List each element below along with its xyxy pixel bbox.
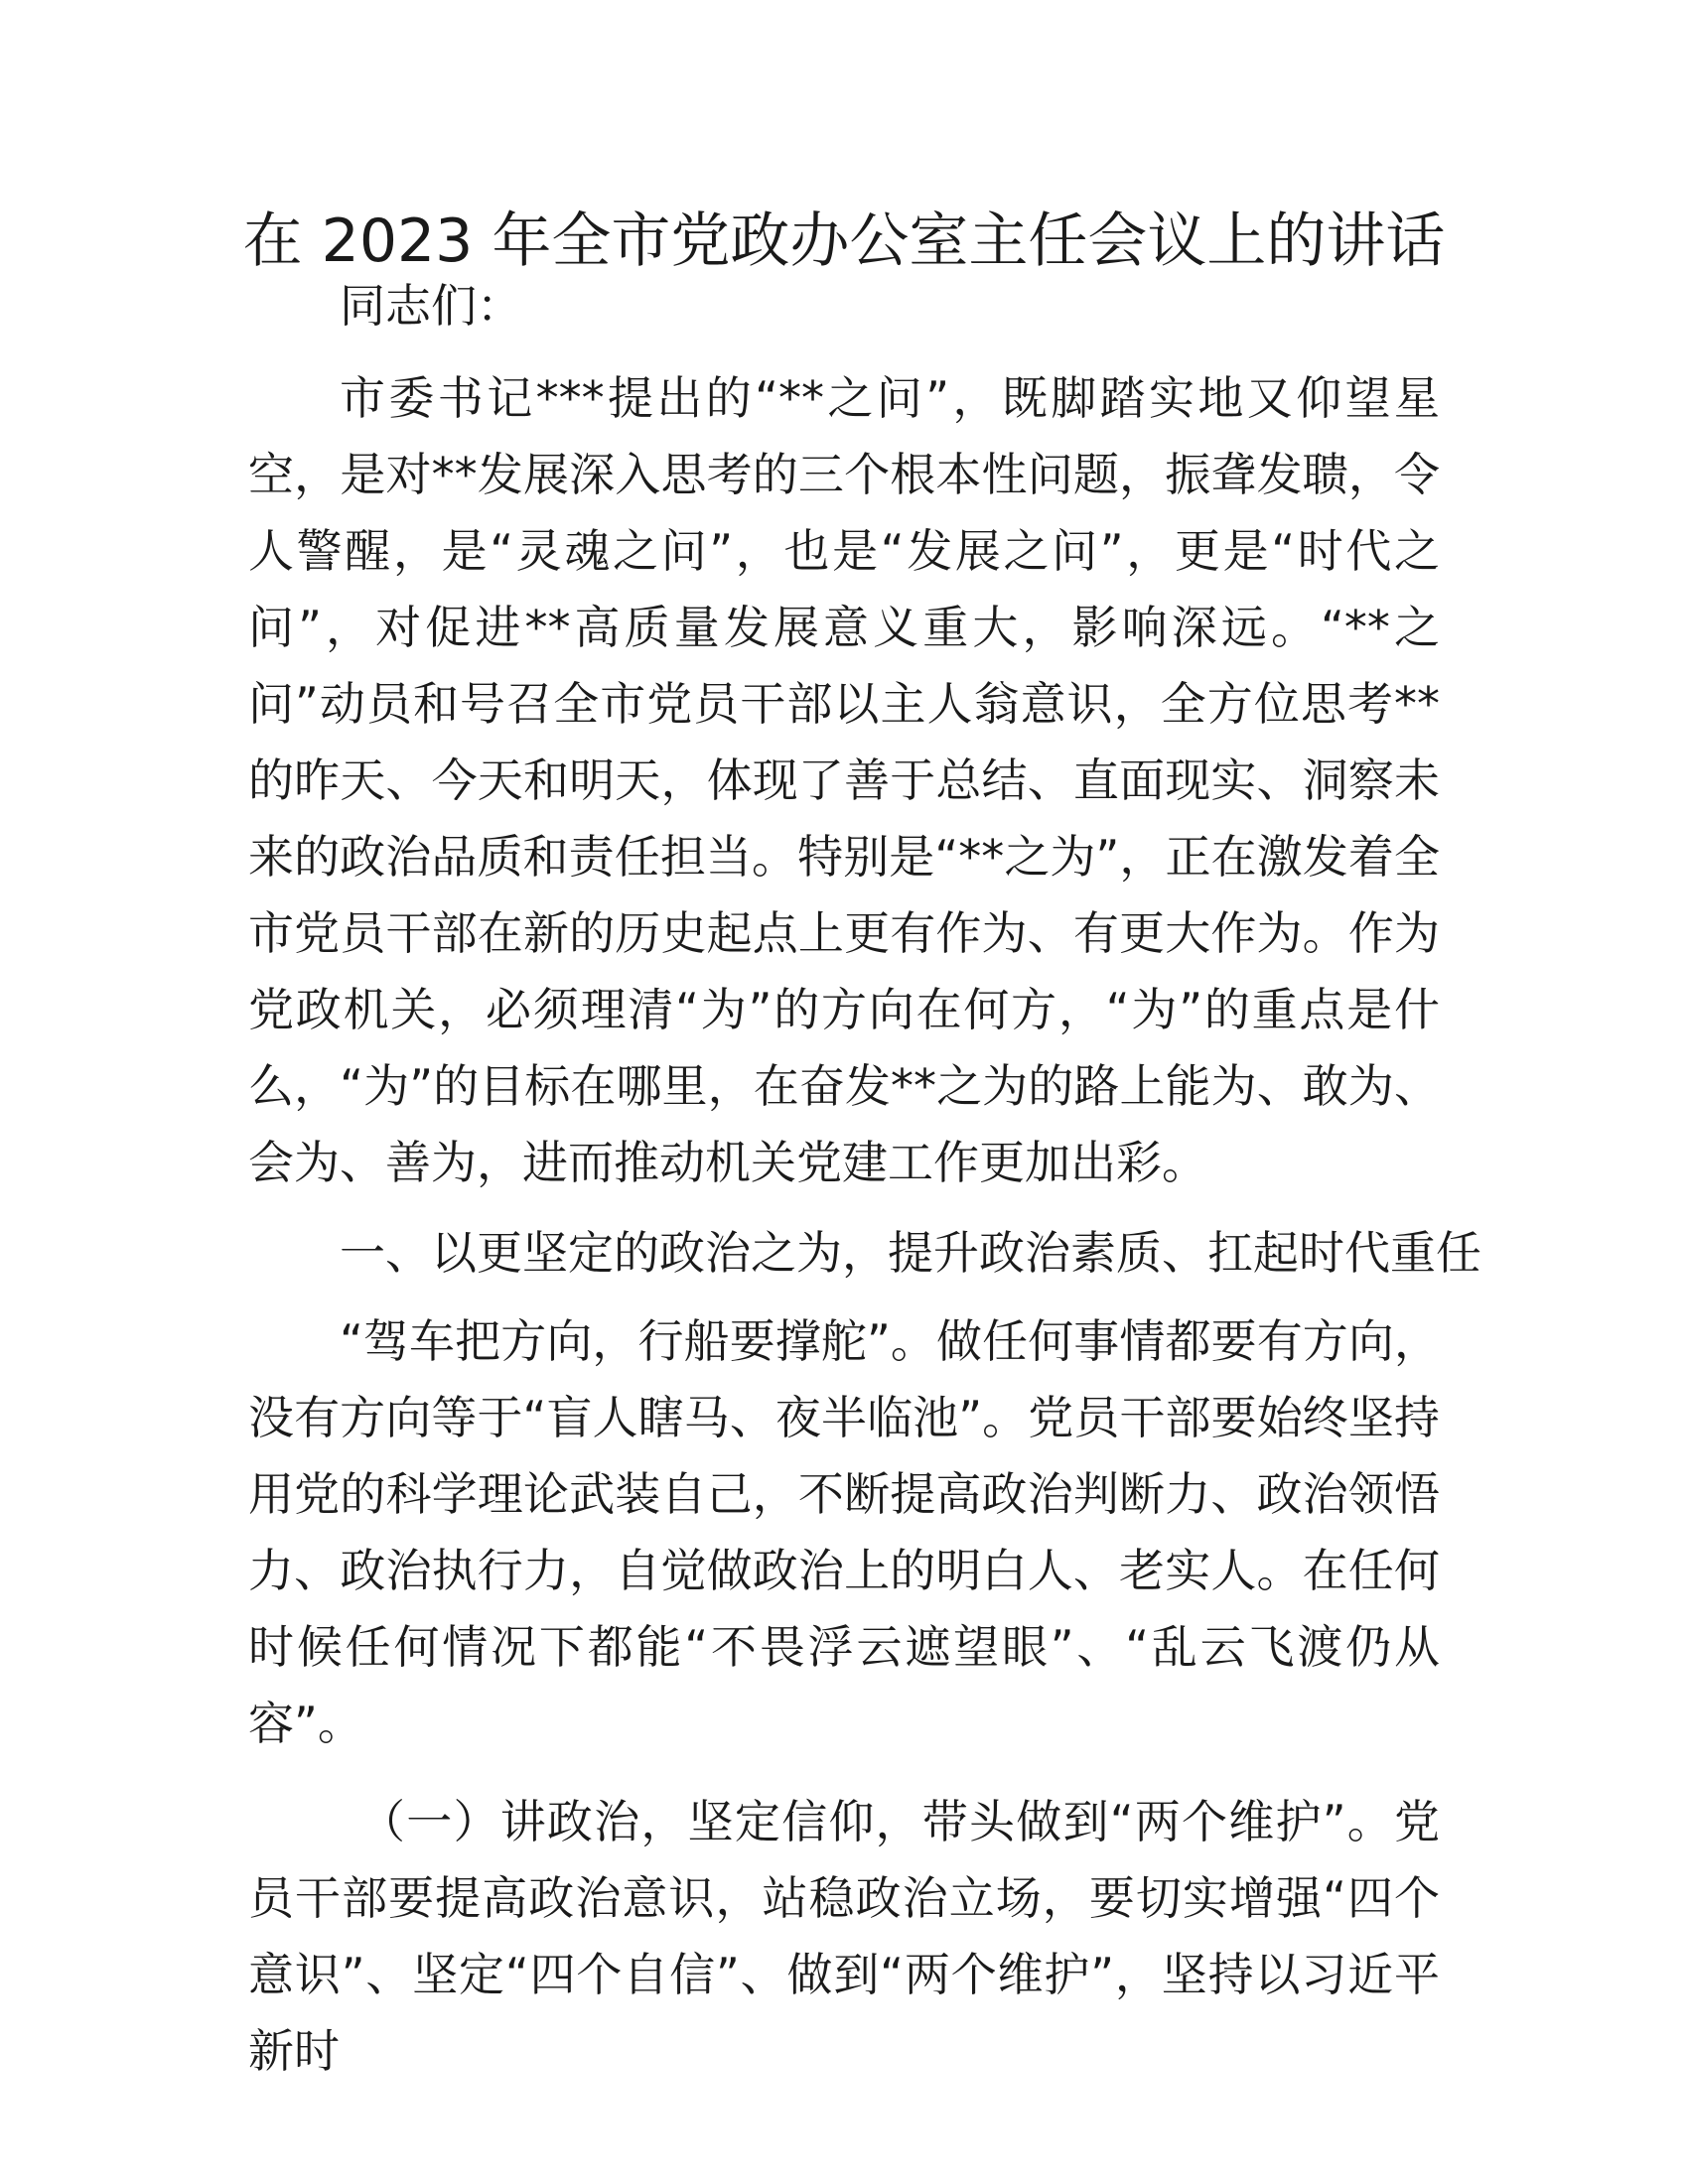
document-title: 在 2023 年全市党政办公室主任会议上的讲话 [242,206,1446,276]
section-1-paragraph: “驾车把方向，行船要撑舵”。做任何事情都要有方向，没有方向等于“盲人瞎马、夜半临池”。党员干部要始终坚持用党的科学理论武装自己，不断提高政治判断力、政治领悟力、政治执行力，自觉做政治上的明白人、老实人。在任何时候任何情况下都能“不畏浮云遮望眼”、“乱云飞渡仍从容”。 [248,1314,1440,1750]
section-heading-1: 一、以更坚定的政治之为，提升政治素质、扛起时代重任 [340,1226,1481,1280]
salutation: 同志们： [340,279,522,333]
intro-paragraph: 市委书记***提出的“**之问”，既脚踏实地又仰望星空，是对**发展深入思考的三个根本性问题，振聋发聩，令人警醒，是“灵魂之问”，也是“发展之问”，更是“时代之问”，对促进**高质量发展意义重大，影响深远。“**之问”动员和号召全市党员干部以主人翁意识，全方位思考**的昨天、今天和明天，体现了善于总结、直面现实、洞察未来的政治品质和责任担当。特别是“**之为”，正在激发着全市党员干部在新的历史起点上更有作为、有更大作为。作为党政机关，必须理清“为”的方向在何方，“为”的重点是什么，“为”的目标在哪里，在奋发**之为的路上能为、敢为、会为、善为，进而推动机关党建工作更加出彩。 [248,371,1440,1189]
document-body [248,268,1481,2090]
subsection-1-paragraph: （一）讲政治，坚定信仰，带头做到“两个维护”。党员干部要提高政治意识，站稳政治立场，要切实增强“四个意识”、坚定“四个自信”、做到“两个维护”，坚持以习近平新时 [248,1795,1440,2078]
